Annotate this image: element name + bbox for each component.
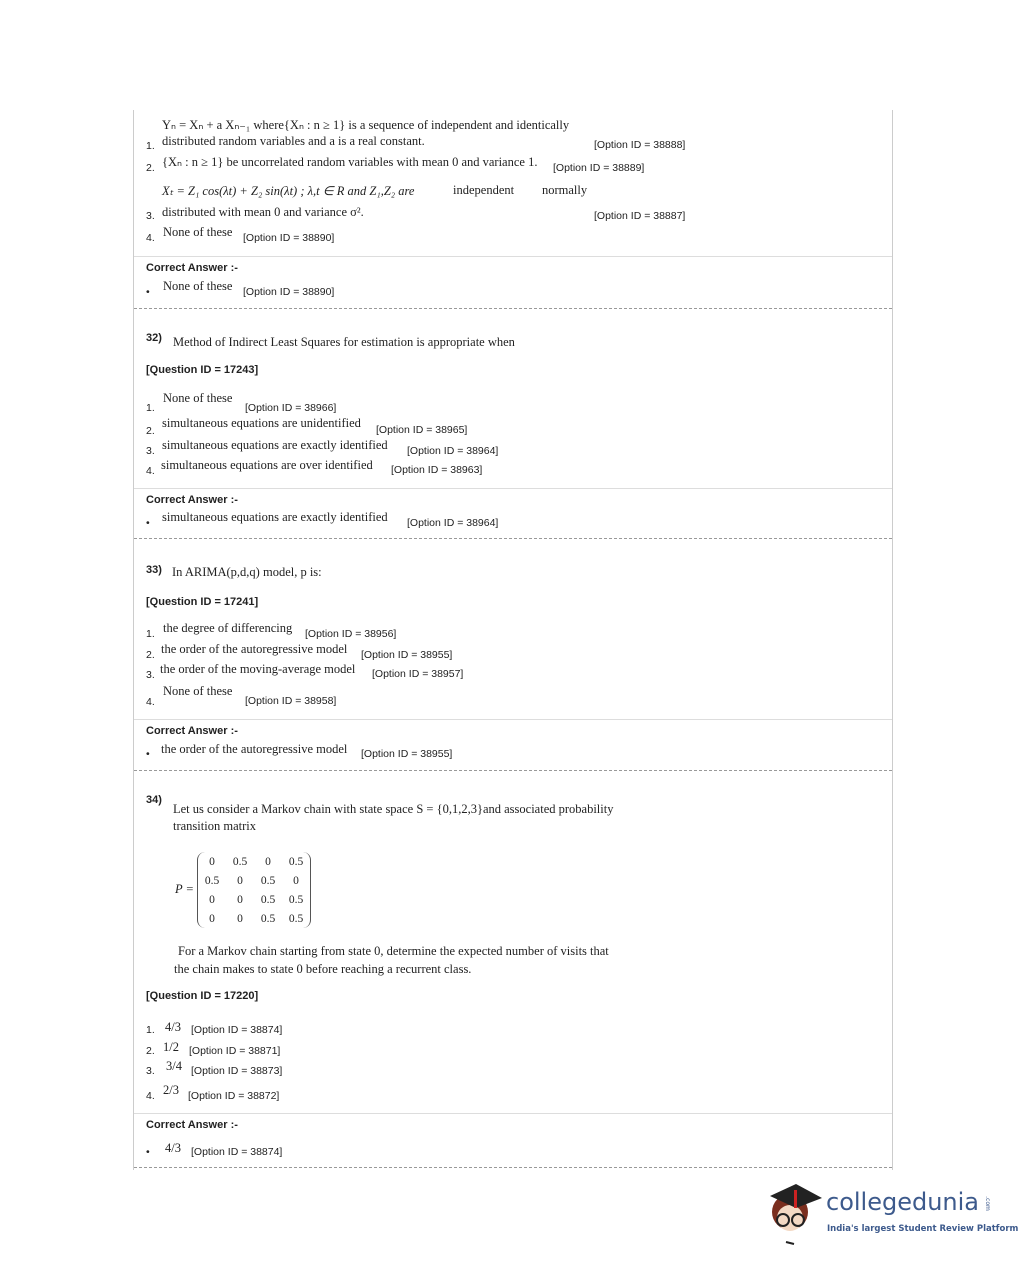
option-number: 2. bbox=[146, 425, 155, 437]
option-number: 1. bbox=[146, 402, 155, 414]
matrix-row bbox=[198, 909, 310, 928]
q34-option4-id: [Option ID = 38872] bbox=[188, 1090, 280, 1102]
option-number: 3. bbox=[146, 445, 155, 457]
q31-option1-id: [Option ID = 38888] bbox=[594, 139, 686, 151]
question-separator bbox=[134, 770, 892, 771]
q32-text: Method of Indirect Least Squares for estimation is appropriate when bbox=[173, 335, 515, 349]
q32-option3-text: simultaneous equations are exactly identified bbox=[162, 438, 388, 452]
option-number: 3. bbox=[146, 669, 155, 681]
q34-text2-line1: For a Markov chain starting from state 0, determine the expected number of visits that bbox=[178, 944, 609, 958]
q34-answer-text: 4/3 bbox=[165, 1141, 181, 1155]
matrix-cell: 0.5 bbox=[260, 893, 276, 906]
matrix-cell: 0 bbox=[209, 855, 215, 868]
matrix-cell: 0 bbox=[237, 893, 243, 906]
q34-number: 34) bbox=[146, 794, 162, 806]
q32-option2-text: simultaneous equations are unidentified bbox=[162, 416, 361, 430]
q32-answer-text: simultaneous equations are exactly identified bbox=[162, 510, 388, 524]
matrix-cell: 0.5 bbox=[288, 855, 304, 868]
q31-option3-number: 3. bbox=[146, 210, 155, 222]
matrix-cell: 0.5 bbox=[260, 874, 276, 887]
answer-bullet: • bbox=[146, 748, 150, 760]
correct-answer-label: Correct Answer :- bbox=[146, 1119, 238, 1131]
matrix-cell: 0.5 bbox=[232, 855, 248, 868]
q31-option4-id: [Option ID = 38890] bbox=[243, 232, 335, 244]
option-number: 2. bbox=[146, 1045, 155, 1057]
matrix-cell: 0 bbox=[209, 912, 215, 925]
q31-option3-formula: Xₜ = Z₁ cos(λt) + Z₂ sin(λt) ; λ,t ∈ R and Z₁,Z₂ are bbox=[162, 184, 415, 198]
q34-option2-text: 1/2 bbox=[163, 1040, 179, 1054]
q31-option4-number: 4. bbox=[146, 232, 155, 244]
q34-option3-id: [Option ID = 38873] bbox=[191, 1065, 283, 1077]
right-border bbox=[892, 110, 893, 1170]
matrix-row bbox=[198, 871, 310, 890]
question-separator bbox=[134, 538, 892, 539]
option-number: 4. bbox=[146, 465, 155, 477]
matrix-cell: 0 bbox=[209, 893, 215, 906]
q34-option4-text: 2/3 bbox=[163, 1083, 179, 1097]
divider bbox=[134, 719, 892, 720]
matrix-cell: 0.5 bbox=[204, 874, 220, 887]
correct-answer-label: Correct Answer :- bbox=[146, 262, 238, 274]
q31-option3-line2: distributed with mean 0 and variance σ². bbox=[162, 205, 364, 219]
q31-option3-word: independent bbox=[453, 183, 515, 197]
question-separator bbox=[134, 1167, 892, 1168]
q31-option1-line2: distributed random variables and a is a real constant. bbox=[162, 134, 425, 148]
q32-option1-id: [Option ID = 38966] bbox=[245, 402, 337, 414]
q34-option2-id: [Option ID = 38871] bbox=[189, 1045, 281, 1057]
q32-option4-text: simultaneous equations are over identified bbox=[161, 458, 373, 472]
matrix-cell: 0.5 bbox=[288, 893, 304, 906]
q33-option4-text: None of these bbox=[163, 684, 233, 698]
q33-option4-id: [Option ID = 38958] bbox=[245, 695, 337, 707]
matrix-label: P = bbox=[175, 882, 194, 896]
q34-option1-text: 4/3 bbox=[165, 1020, 181, 1034]
q32-option3-id: [Option ID = 38964] bbox=[407, 445, 499, 457]
matrix-row bbox=[198, 852, 310, 871]
matrix-row bbox=[198, 890, 310, 909]
matrix-cell: 0 bbox=[265, 855, 271, 868]
q31-answer-text: None of these bbox=[163, 279, 233, 293]
matrix-cell: 0 bbox=[237, 912, 243, 925]
option-number: 4. bbox=[146, 1090, 155, 1102]
q33-option3-id: [Option ID = 38957] bbox=[372, 668, 464, 680]
correct-answer-label: Correct Answer :- bbox=[146, 725, 238, 737]
answer-bullet: • bbox=[146, 517, 150, 529]
q33-question-id: [Question ID = 17241] bbox=[146, 596, 259, 608]
q32-option2-id: [Option ID = 38965] bbox=[376, 424, 468, 436]
q34-text-line1: Let us consider a Markov chain with state space S = {0,1,2,3}and associated probability bbox=[173, 802, 614, 816]
q33-option3-text: the order of the moving-average model bbox=[160, 662, 356, 676]
answer-bullet: • bbox=[146, 286, 150, 298]
matrix-cell: 0.5 bbox=[288, 912, 304, 925]
q32-option4-id: [Option ID = 38963] bbox=[391, 464, 483, 476]
q31-answer-id: [Option ID = 38890] bbox=[243, 286, 335, 298]
divider bbox=[134, 256, 892, 257]
q34-text2-line2: the chain makes to state 0 before reaching a recurrent class. bbox=[174, 962, 472, 976]
collegedunia-logo bbox=[766, 1178, 1019, 1248]
question-separator bbox=[134, 308, 892, 309]
matrix-cell: 0 bbox=[237, 874, 243, 887]
matrix-cell: 0 bbox=[293, 874, 299, 887]
q34-text-line2: transition matrix bbox=[173, 819, 256, 833]
q31-option3-id: [Option ID = 38887] bbox=[594, 210, 686, 222]
option-number: 1. bbox=[146, 628, 155, 640]
answer-bullet: • bbox=[146, 1146, 150, 1158]
q31-option3-word: normally bbox=[542, 183, 588, 197]
correct-answer-label: Correct Answer :- bbox=[146, 494, 238, 506]
q31-option2-text: {Xₙ : n ≥ 1} be uncorrelated random variables with mean 0 and variance 1. bbox=[162, 155, 538, 169]
option-number: 3. bbox=[146, 1065, 155, 1077]
divider bbox=[134, 488, 892, 489]
mascot-icon bbox=[766, 1178, 826, 1248]
q33-option2-text: the order of the autoregressive model bbox=[161, 642, 348, 656]
q33-option1-id: [Option ID = 38956] bbox=[305, 628, 397, 640]
option-number: 4. bbox=[146, 696, 155, 708]
q31-option2-id: [Option ID = 38889] bbox=[553, 162, 645, 174]
logo-tagline: India's largest Student Review Platform bbox=[827, 1224, 1019, 1234]
q33-number: 33) bbox=[146, 564, 162, 576]
q31-option1-number: 1. bbox=[146, 140, 155, 152]
q33-text: In ARIMA(p,d,q) model, p is: bbox=[172, 565, 322, 579]
logo-suffix: .com bbox=[983, 1196, 991, 1211]
q33-answer-id: [Option ID = 38955] bbox=[361, 748, 453, 760]
q34-answer-id: [Option ID = 38874] bbox=[191, 1146, 283, 1158]
option-number: 2. bbox=[146, 649, 155, 661]
divider bbox=[134, 1113, 892, 1114]
q34-option3-text: 3/4 bbox=[166, 1059, 182, 1073]
q32-option1-text: None of these bbox=[163, 391, 233, 405]
q33-option1-text: the degree of differencing bbox=[163, 621, 293, 635]
q32-answer-id: [Option ID = 38964] bbox=[407, 517, 499, 529]
q32-question-id: [Question ID = 17243] bbox=[146, 364, 259, 376]
q33-answer-text: the order of the autoregressive model bbox=[161, 742, 348, 756]
logo-wordmark: collegedunia bbox=[826, 1188, 980, 1216]
option-number: 1. bbox=[146, 1024, 155, 1036]
q31-option2-number: 2. bbox=[146, 162, 155, 174]
matrix-cell: 0.5 bbox=[260, 912, 276, 925]
q33-option2-id: [Option ID = 38955] bbox=[361, 649, 453, 661]
q34-option1-id: [Option ID = 38874] bbox=[191, 1024, 283, 1036]
transition-matrix bbox=[197, 852, 311, 928]
q31-option4-text: None of these bbox=[163, 225, 233, 239]
q32-number: 32) bbox=[146, 332, 162, 344]
left-border bbox=[133, 110, 134, 1170]
q31-option1-line1: Yₙ = Xₙ + a Xₙ₋₁ where{Xₙ : n ≥ 1} is a sequence of independent and identically bbox=[162, 118, 570, 132]
q34-question-id: [Question ID = 17220] bbox=[146, 990, 259, 1002]
